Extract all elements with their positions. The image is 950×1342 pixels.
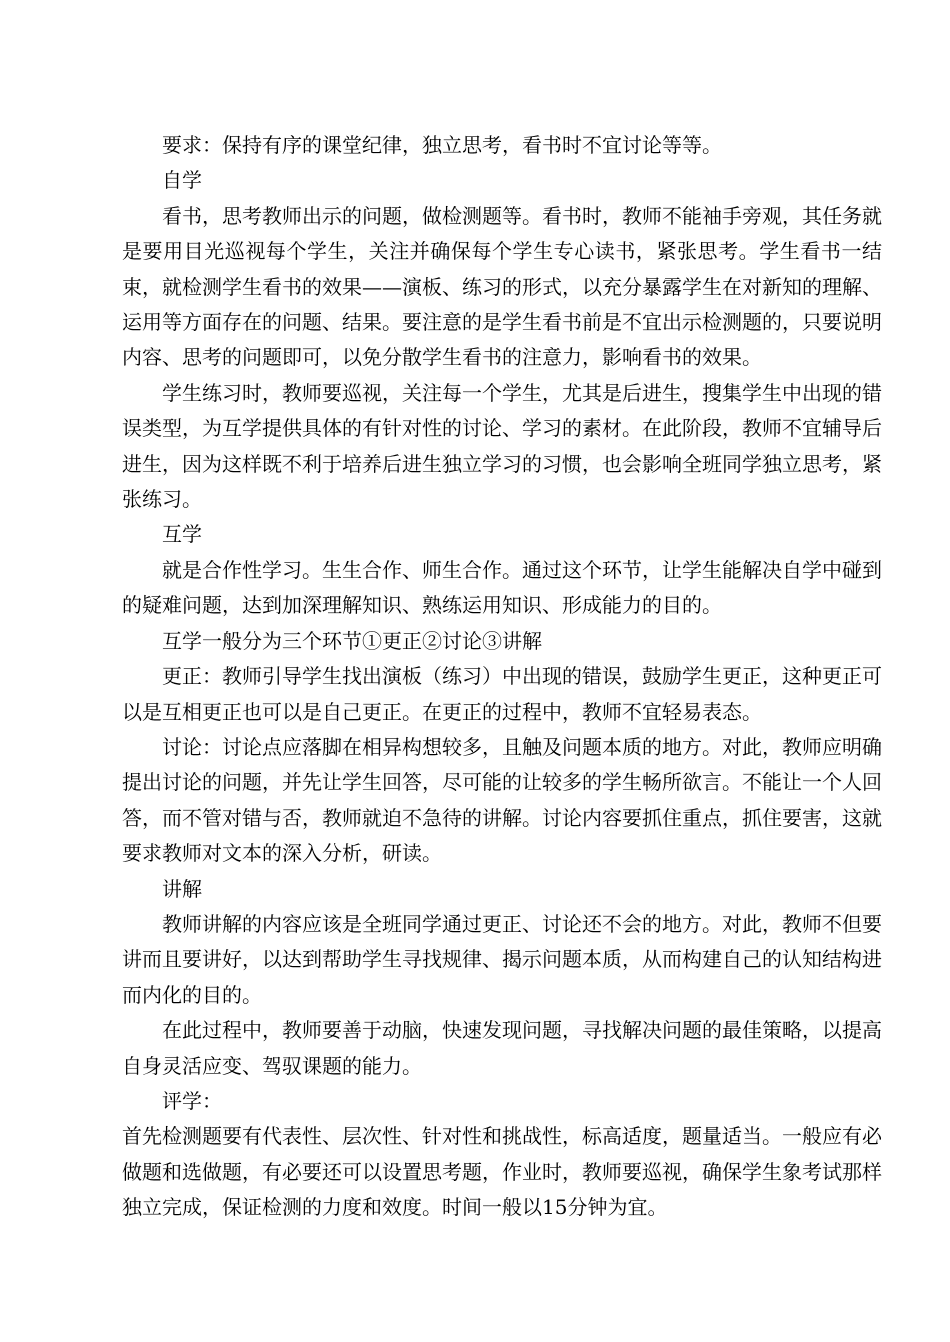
document-body <box>122 128 882 1226</box>
heading-evaluation: 评学： <box>162 1088 222 1113</box>
correction-paragraph: 更正：教师引导学生找出演板（练习）中出现的错误，鼓励学生更正，这种更正可以是互相更正也可以是自己更正。在更正的过程中，教师不宜轻易表态。 <box>122 664 882 724</box>
self-study-paragraph: 看书，思考教师出示的问题，做检测题等。看书时，教师不能袖手旁观，其任务就是要用目光巡视每个学生，关注并确保每个学生专心读书，紧张思考。学生看书一结束，就检测学生看书的效果——演板、练习的形式，以充分暴露学生在对新知的理解、运用等方面存在的问题、结果。要注意的是学生看书前是不宜出示检测题的，只要说明内容、思考的问题即可，以免分散学生看书的注意力，影响看书的效果。 <box>122 203 882 370</box>
evaluation-paragraph: 首先检测题要有代表性、层次性、针对性和挑战性，标高适度，题量适当。一般应有必做题和选做题，有必要还可以设置思考题，作业时，教师要巡视，确保学生象考试那样独立完成，保证检测的力度和效度。时间一般以15分钟为宜。 <box>122 1124 882 1220</box>
practice-paragraph: 学生练习时，教师要巡视，关注每一个学生，尤其是后进生，搜集学生中出现的错误类型，为互学提供具体的有针对性的讨论、学习的素材。在此阶段，教师不宜辅导后进生，因为这样既不利于培养后进生独立学习的习惯，也会影响全班同学独立思考，紧张练习。 <box>122 380 882 512</box>
heading-mutual-study: 互学 <box>162 522 202 547</box>
mutual-study-steps: 互学一般分为三个环节①更正②讨论③讲解 <box>162 628 542 653</box>
explanation-paragraph: 教师讲解的内容应该是全班同学通过更正、讨论还不会的地方。对此，教师不但要讲而且要讲好，以达到帮助学生寻找规律、揭示问题本质，从而构建自己的认知结构进而内化的目的。 <box>122 911 882 1007</box>
heading-explanation: 讲解 <box>162 876 202 901</box>
process-paragraph: 在此过程中，教师要善于动脑，快速发现问题，寻找解决问题的最佳策略，以提高自身灵活应变、驾驭课题的能力。 <box>122 1018 882 1078</box>
mutual-study-paragraph: 就是合作性学习。生生合作、师生合作。通过这个环节，让学生能解决自学中碰到的疑难问题，达到加深理解知识、熟练运用知识、形成能力的目的。 <box>122 557 882 618</box>
discussion-paragraph: 讨论：讨论点应落脚在相异构想较多，且触及问题本质的地方。对此，教师应明确提出讨论的问题，并先让学生回答，尽可能的让较多的学生畅所欲言。不能让一个人回答，而不管对错与否，教师就迫不急待的讲解。讨论内容要抓住重点，抓住要害，这就要求教师对文本的深入分析，研读。 <box>122 734 882 866</box>
requirement-paragraph: 要求：保持有序的课堂纪律，独立思考，看书时不宜讨论等等。 <box>162 133 722 157</box>
heading-self-study: 自学 <box>162 168 202 193</box>
